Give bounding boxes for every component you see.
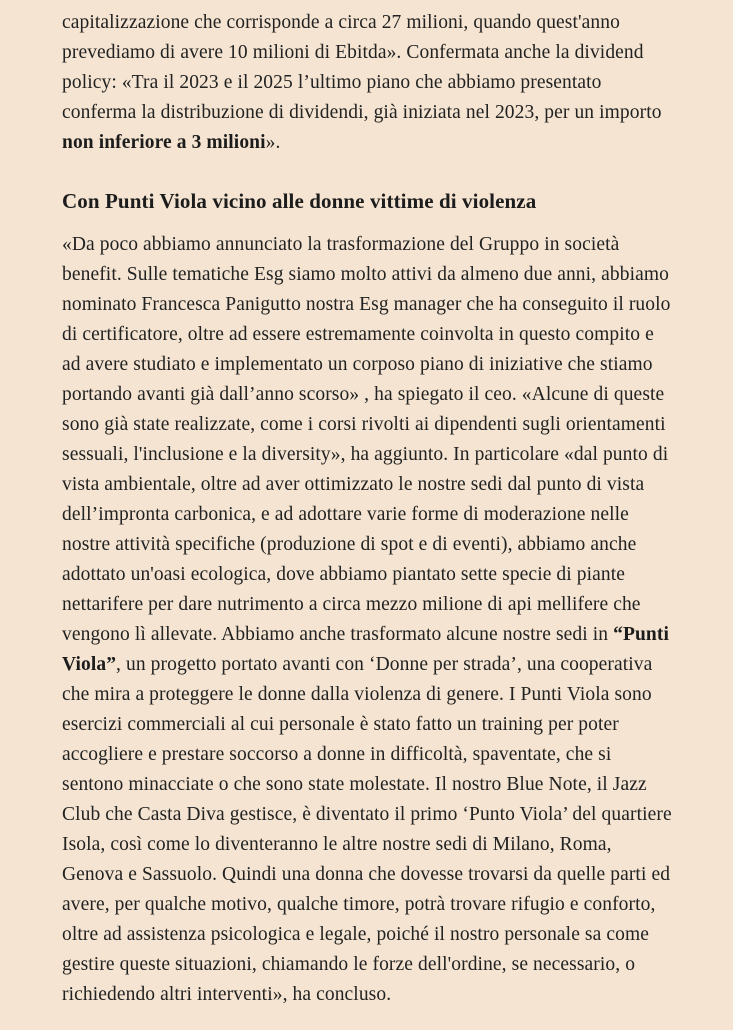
section-heading: Con Punti Viola vicino alle donne vittime di violenza [62, 189, 537, 213]
paragraph-dividend-policy: capitalizzazione che corrisponde a circa 27 milioni, quando quest'anno prevediamo di avere 10 milioni di Ebitda». Confermata anche la dividend policy: «Tra il 2023 e il 2025 l’ultimo piano che abbiamo presentato conferma la distribuzione di dividendi, già iniziata nel 2023, per un importo non inferiore a 3 milioni». [62, 12, 662, 153]
paragraph-punti-viola: «Da poco abbiamo annunciato la trasformazione del Gruppo in società benefit. Sulle tematiche Esg siamo molto attivi da almeno due anni, abbiamo nominato Francesca Panigutto nostra Esg manager che ha conseguito il ruolo di certificatore, oltre ad essere estremamente coinvolta in questo compito e ad avere studiato e implementato un corposo piano di iniziative che stiamo portando avanti già dall’anno scorso» , ha spiegato il ceo. «Alcune di queste sono già state realizzate, come i corsi rivolti ai dipendenti sugli orientamenti sessuali, l'inclusione e la diversity», ha aggiunto. In particolare «dal punto di vista ambientale, oltre ad aver ottimizzato le nostre sedi dal punto di vista dell’impronta carbonica, e ad adottare varie forme di moderazione nelle nostre attività specifiche (produzione di spot e di eventi), abbiamo anche adottato un'oasi ecologica, dove abbiamo piantato sette specie di piante nettarifere per dare nutrimento a circa mezzo milione di api mellifere che vengono lì allevate. Abbiamo anche trasformato alcune nostre sedi in “Punti Viola”, un progetto portato avanti con ‘Donne per strada’, una cooperativa che mira a proteggere le donne dalla violenza di genere. I Punti Viola sono esercizi commerciali al cui personale è stato fatto un training per poter accogliere e prestare soccorso a donne in difficoltà, spaventate, che si sentono minacciate o che sono state molestate. Il nostro Blue Note, il Jazz Club che Casta Diva gestisce, è diventato il primo ‘Punto Viola’ del quartiere Isola, così come lo diventeranno le altre nostre sedi di Milano, Roma, Genova e Sassuolo. Quindi una donna che dovesse trovarsi da quelle parti ed avere, per qualche motivo, qualche timore, potrà trovare rifugio e conforto, oltre ad assistenza psicologica e legale, poiché il nostro personale sa come gestire queste situazioni, chiamando le forze dell'ordine, se necessario, o richiedendo altri interventi», ha concluso. [62, 234, 672, 1005]
